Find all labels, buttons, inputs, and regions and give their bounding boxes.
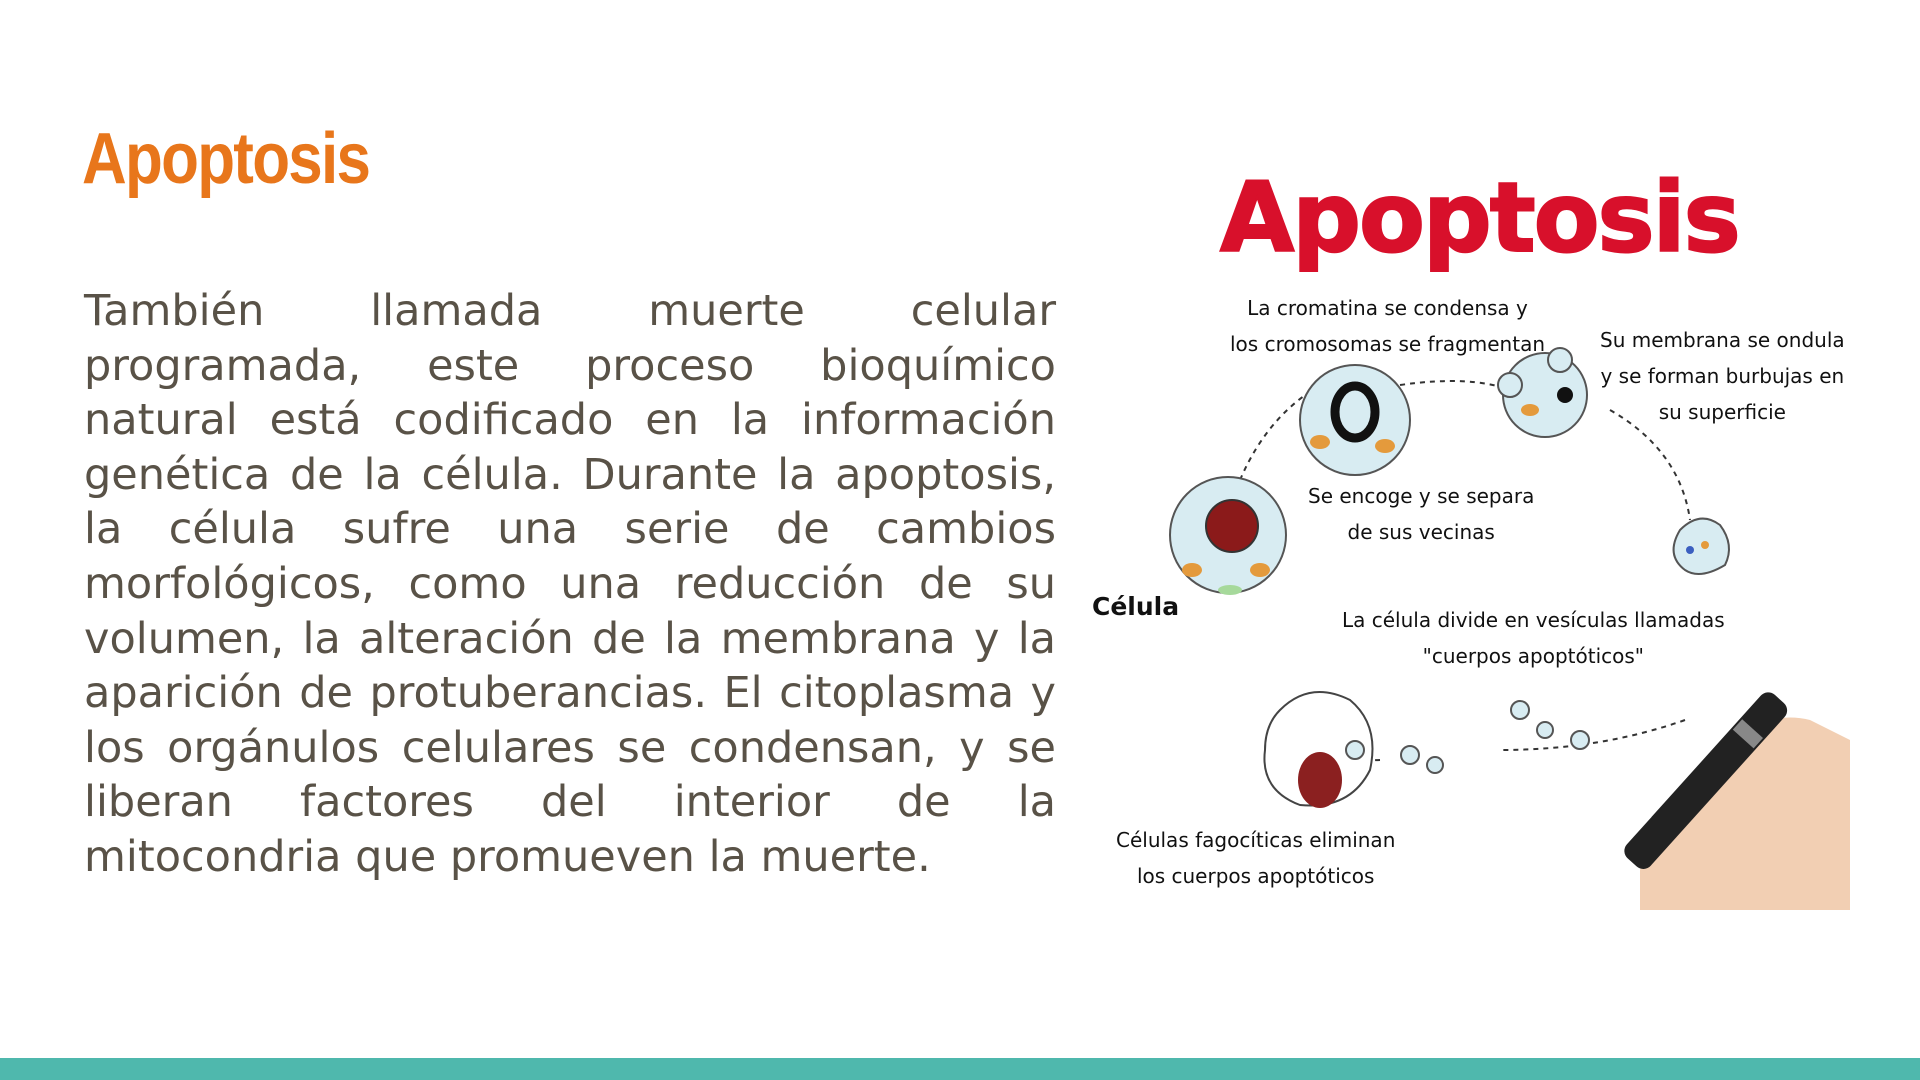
slide-body-text: También llamada muerte celular programada, este proceso bioquímico natural está codificado en la información genética de la célula. Durante la apoptosis, la célula sufre una serie de cambios morfológicos, como una reducción de su volumen, la alteración de la membrana y la aparición de protuberancias. El citoplasma y los orgánulos celulares se condensan, y se liberan factores del interior de la mitocondria que promueven la muerte. [84,286,1056,882]
fragmenting-cell-icon [1674,519,1729,574]
vesicles-caption: La célula divide en vesículas llamadas "cuerpos apoptóticos" [1342,608,1725,668]
phagocytes-caption: Células fagocíticas eliminan los cuerpos apoptóticos [1116,828,1396,888]
diagram-title: Apoptosis [1220,162,1739,274]
slide-title: Apoptosis [82,119,370,199]
hand-marker-icon [1620,688,1850,910]
apoptotic-bodies-icon [1401,701,1589,773]
condensed-cell-icon [1300,365,1410,475]
cell-caption: Célula [1092,592,1180,621]
footer-bar [0,1058,1920,1080]
chromatin-caption: La cromatina se condensa y los cromosomas se fragmentan [1230,296,1546,356]
cell-icon [1170,477,1286,595]
shrink-caption: Se encoge y se separa de sus vecinas [1308,484,1535,544]
membrane-caption: Su membrana se ondula y se forman burbujas en su superficie [1600,328,1845,424]
phagocyte-icon [1264,692,1372,808]
apoptosis-diagram [1080,150,1850,930]
